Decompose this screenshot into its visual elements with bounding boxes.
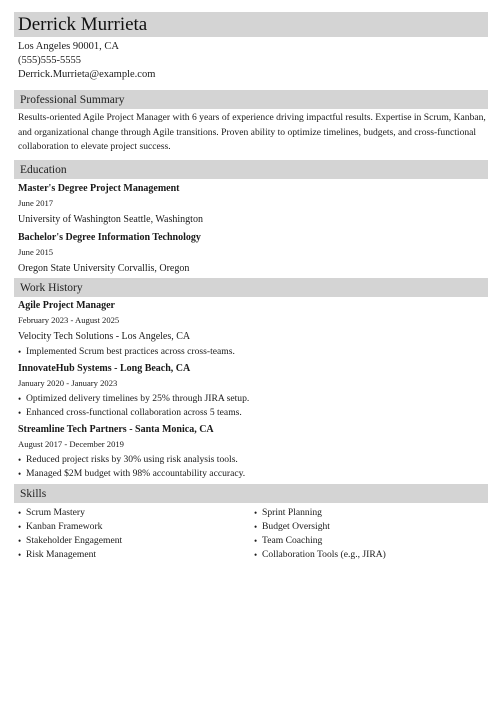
job-title: Streamline Tech Partners - Santa Monica, CA [18, 424, 214, 435]
phone: (555)555-5555 [18, 55, 81, 66]
email: Derrick.Murrieta@example.com [18, 69, 156, 80]
job-title: Agile Project Manager [18, 300, 115, 311]
job-bullets [18, 453, 486, 481]
list-item: • Budget Oversight [254, 520, 484, 534]
list-item: • Enhanced cross-functional collaboration across 5 teams. [18, 406, 486, 420]
list-item: • Team Coaching [254, 534, 484, 548]
job-date: February 2023 - August 2025 [18, 315, 120, 325]
school: University of Washington Seattle, Washington [18, 214, 203, 225]
skills-list-right [254, 506, 484, 562]
education-item [18, 182, 486, 227]
work-heading-bar [14, 278, 488, 297]
list-item: • Reduced project risks by 30% using risk analysis tools. [18, 453, 486, 467]
summary-heading: Professional Summary [20, 94, 125, 106]
address: Los Angeles 90001, CA [18, 41, 119, 52]
job-title: InnovateHub Systems - Long Beach, CA [18, 363, 191, 374]
education-date: June 2015 [18, 247, 54, 257]
company: Velocity Tech Solutions - Los Angeles, CA [18, 331, 191, 342]
education-date: June 2017 [18, 198, 54, 208]
skills-list-left [18, 506, 248, 562]
education-item [18, 231, 486, 276]
school: Oregon State University Corvallis, Oregon [18, 263, 190, 274]
skills-heading-bar [14, 484, 488, 503]
skills-heading: Skills [20, 488, 47, 500]
education-list [18, 182, 486, 276]
education-heading: Education [20, 164, 67, 176]
list-item: • Scrum Mastery [18, 506, 248, 520]
list-item: • Risk Management [18, 548, 248, 562]
list-item: • Kanban Framework [18, 520, 248, 534]
summary-heading-bar [14, 90, 488, 109]
job-date: August 2017 - December 2019 [18, 439, 124, 449]
candidate-name: Derrick Murrieta [18, 14, 148, 35]
list-item: • Collaboration Tools (e.g., JIRA) [254, 548, 484, 562]
list-item: • Implemented Scrum best practices across cross-teams. [18, 345, 486, 359]
work-list [18, 299, 486, 481]
work-heading: Work History [20, 282, 83, 294]
degree: Master's Degree Project Management [18, 183, 180, 194]
job-bullets [18, 345, 486, 359]
name-header [14, 12, 488, 37]
contact-info [18, 40, 155, 82]
work-item [18, 362, 486, 420]
list-item: • Optimized delivery timelines by 25% through JIRA setup. [18, 392, 486, 406]
education-heading-bar [14, 160, 488, 179]
degree: Bachelor's Degree Information Technology [18, 232, 201, 243]
list-item: • Managed $2M budget with 98% accountability accuracy. [18, 467, 486, 481]
work-item [18, 299, 486, 359]
list-item: • Sprint Planning [254, 506, 484, 520]
skills-left [18, 506, 248, 562]
skills-right [254, 506, 484, 562]
job-bullets [18, 392, 486, 420]
work-item [18, 423, 486, 481]
summary-text: Results-oriented Agile Project Manager with 6 years of experience driving impactful results. Expertise in Scrum, Kanban, and organizational change through Agile transitions. Proven ability to optimize timelines, budgets, and cross-functional collaboration to elevate project success. [18, 112, 486, 152]
list-item: • Stakeholder Engagement [18, 534, 248, 548]
job-date: January 2020 - January 2023 [18, 378, 118, 388]
